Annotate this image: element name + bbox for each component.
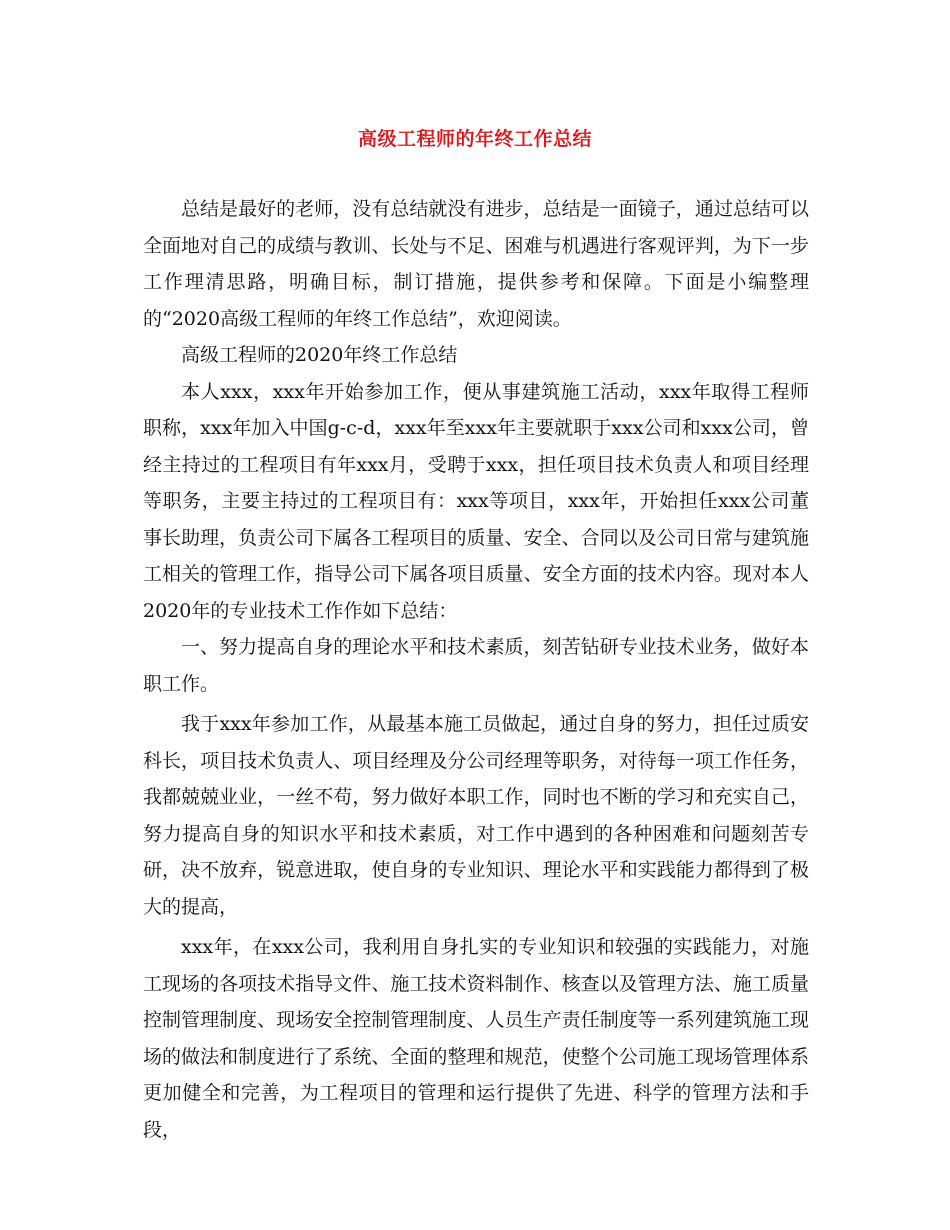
career-paragraph: 我于xxx年参加工作，从最基本施工员做起，通过自身的努力，担任过质安科长，项目技术负责人、项目经理及分公司经理等职务，对待每一项工作任务，我都兢兢业业，一丝不苟，努力做好本职工作，同时也不断的学习和充实自己，努力提高自身的知识水平和技术素质，对工作中遇到的各种困难和问题刻苦专研，决不放弃，锐意进取，使自身的专业知识、理论水平和实践能力都得到了极大的提高，: [143, 713, 809, 918]
document-title: 高级工程师的年终工作总结: [357, 128, 592, 150]
background-paragraph: 本人xxx，xxx年开始参加工作，便从事建筑施工活动，xxx年取得工程师职称，xxx年加入中国g-c-d，xxx年至xxx年主要就职于xxx公司和xxx公司，曾经主持过的工程项目有年xxx月，受聘于xxx，担任项目技术负责人和项目经理等职务，主要主持过的工程项目有：xxx等项目，xxx年，开始担任xxx公司董事长助理，负责公司下属各工程项目的质量、安全、合同以及公司日常与建筑施工相关的管理工作，指导公司下属各项目质量、安全方面的技术内容。现对本人2020年的专业技术工作作如下总结：: [143, 380, 809, 622]
section-heading: 高级工程师的2020年终工作总结: [181, 344, 458, 366]
point-one-heading: 一、努力提高自身的理论水平和技术素质，刻苦钻研专业技术业务，做好本职工作。: [143, 636, 809, 695]
intro-paragraph: 总结是最好的老师，没有总结就没有进步，总结是一面镜子，通过总结可以全面地对自己的成绩与教训、长处与不足、困难与机遇进行客观评判，为下一步工作理清思路，明确目标，制订措施，提供参考和保障。下面是小编整理的“2020高级工程师的年终工作总结”，欢迎阅读。: [143, 198, 809, 330]
company-paragraph: xxx年，在xxx公司，我利用自身扎实的专业知识和较强的实践能力，对施工现场的各项技术指导文件、施工技术资料制作、核查以及管理方法、施工质量控制管理制度、现场安全控制管理制度、人员生产责任制度等一系列建筑施工现场的做法和制度进行了系统、全面的整理和规范，使整个公司施工现场管理体系更加健全和完善，为工程项目的管理和运行提供了先进、科学的管理方法和手段，: [143, 936, 809, 1141]
document-body: [143, 191, 809, 1148]
